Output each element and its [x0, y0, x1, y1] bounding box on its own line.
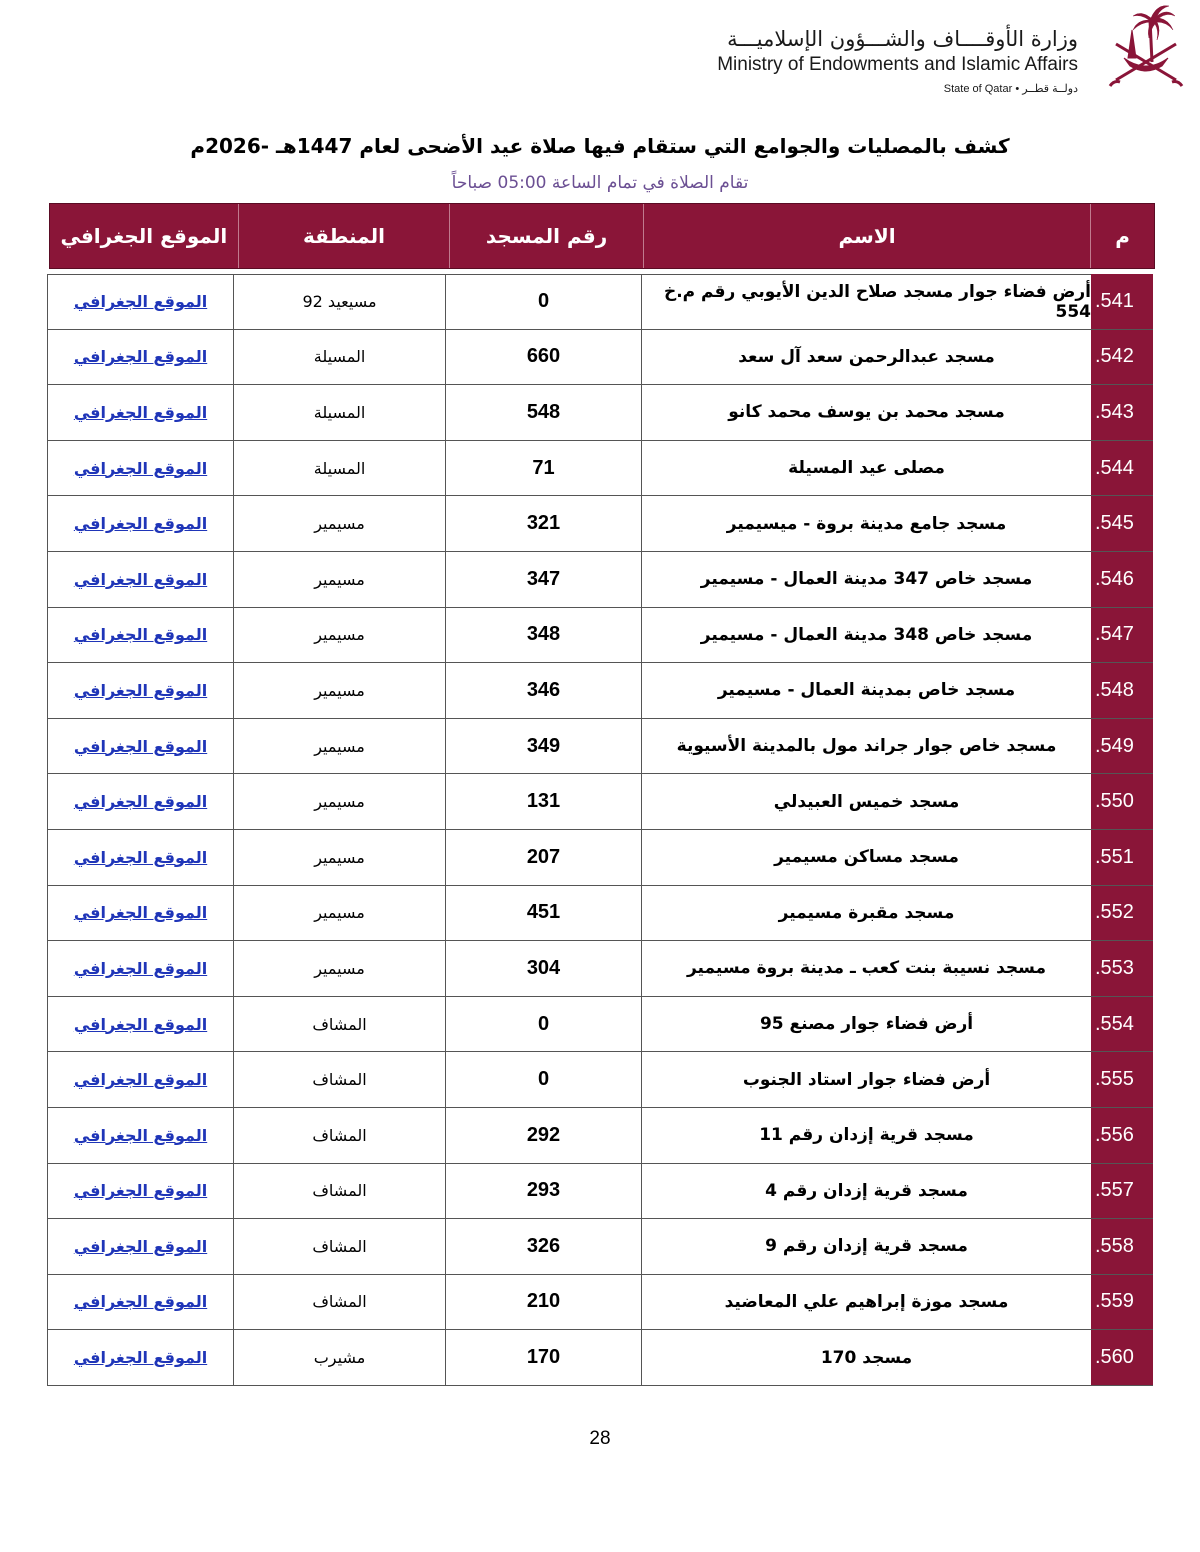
- state-label: State of Qatar • دولــة قطــر: [943, 83, 1078, 95]
- region-name: مسيمير: [233, 663, 445, 719]
- region-name: المشاف: [233, 1275, 445, 1331]
- column-header-region: المنطقة: [238, 204, 450, 268]
- mosque-number: 0: [445, 997, 641, 1053]
- mosque-name: مسجد قرية إزدان رقم 4: [641, 1164, 1091, 1220]
- row-index: .552: [1091, 886, 1153, 942]
- geo-location-cell: [47, 385, 233, 441]
- column-header-name: الاسم: [643, 204, 1090, 268]
- geo-location-cell: [47, 886, 233, 942]
- mosque-number: 346: [445, 663, 641, 719]
- row-index: .544: [1091, 441, 1153, 497]
- row-index: .551: [1091, 830, 1153, 886]
- mosque-number: 131: [445, 774, 641, 830]
- row-index: .543: [1091, 385, 1153, 441]
- geo-location-link[interactable]: الموقع الجغرافي: [73, 1014, 208, 1034]
- row-index: .559: [1091, 1275, 1153, 1331]
- mosque-number: 451: [445, 886, 641, 942]
- row-index: .541: [1091, 274, 1153, 330]
- geo-location-cell: [47, 552, 233, 608]
- column-header-mosque-number: رقم المسجد: [449, 204, 643, 268]
- table-row: [47, 274, 1153, 330]
- mosque-name: أرض فضاء جوار استاد الجنوب: [641, 1052, 1091, 1108]
- region-name: المشاف: [233, 997, 445, 1053]
- geo-location-link[interactable]: الموقع الجغرافي: [73, 958, 208, 978]
- mosque-name: مسجد خاص بمدينة العمال - مسيمير: [641, 663, 1091, 719]
- geo-location-link[interactable]: الموقع الجغرافي: [73, 625, 208, 645]
- table-row: [47, 385, 1153, 441]
- geo-location-link[interactable]: الموقع الجغرافي: [73, 1348, 208, 1368]
- geo-location-cell: [47, 441, 233, 497]
- region-name: مسيمير: [233, 608, 445, 664]
- geo-location-link[interactable]: الموقع الجغرافي: [73, 1236, 208, 1256]
- geo-location-cell: [47, 1164, 233, 1220]
- region-name: مسيمير: [233, 496, 445, 552]
- region-name: المشاف: [233, 1164, 445, 1220]
- geo-location-cell: [47, 1108, 233, 1164]
- mosque-name: مسجد جامع مدينة بروة - ميسيمير: [641, 496, 1091, 552]
- mosque-name: مسجد قرية إزدان رقم 11: [641, 1108, 1091, 1164]
- region-name: المشاف: [233, 1108, 445, 1164]
- mosque-name: مسجد مساكن مسيمير: [641, 830, 1091, 886]
- mosque-number: 349: [445, 719, 641, 775]
- mosque-name: مسجد 170: [641, 1330, 1091, 1386]
- mosque-number: 347: [445, 552, 641, 608]
- mosque-name: مسجد خميس العبيدلي: [641, 774, 1091, 830]
- row-index: .546: [1091, 552, 1153, 608]
- mosque-number: 0: [445, 1052, 641, 1108]
- geo-location-cell: [47, 997, 233, 1053]
- column-header-index: م: [1090, 204, 1154, 268]
- row-index: .558: [1091, 1219, 1153, 1275]
- mosque-name: مسجد مقبرة مسيمير: [641, 886, 1091, 942]
- row-index: .550: [1091, 774, 1153, 830]
- geo-location-link[interactable]: الموقع الجغرافي: [73, 569, 208, 589]
- mosque-name: مسجد خاص 347 مدينة العمال - مسيمير: [641, 552, 1091, 608]
- table-row: [47, 663, 1153, 719]
- row-index: .560: [1091, 1330, 1153, 1386]
- table-row: [47, 496, 1153, 552]
- table-row: [47, 774, 1153, 830]
- geo-location-link[interactable]: الموقع الجغرافي: [73, 736, 208, 756]
- row-index: .545: [1091, 496, 1153, 552]
- region-name: مسيمير: [233, 552, 445, 608]
- mosque-number: 304: [445, 941, 641, 997]
- geo-location-link[interactable]: الموقع الجغرافي: [73, 847, 208, 867]
- ministry-logo-text: [717, 24, 1078, 96]
- table-row: [47, 1219, 1153, 1275]
- row-index: .549: [1091, 719, 1153, 775]
- table-row: [47, 1108, 1153, 1164]
- row-index: .548: [1091, 663, 1153, 719]
- row-index: .556: [1091, 1108, 1153, 1164]
- geo-location-link[interactable]: الموقع الجغرافي: [73, 347, 208, 367]
- geo-location-cell: [47, 274, 233, 330]
- row-index: .547: [1091, 608, 1153, 664]
- geo-location-link[interactable]: الموقع الجغرافي: [73, 514, 208, 534]
- mosque-number: 207: [445, 830, 641, 886]
- ministry-name-ar: وزارة الأوقــــاف والشـــؤون الإسلاميـــة: [727, 27, 1078, 51]
- column-header-geo-location: الموقع الجغرافي: [60, 224, 228, 248]
- geo-location-cell: [47, 830, 233, 886]
- region-name: مسيمير: [233, 830, 445, 886]
- row-index: .553: [1091, 941, 1153, 997]
- mosque-number: 326: [445, 1219, 641, 1275]
- region-name: المسيلة: [233, 385, 445, 441]
- table-header: [49, 203, 1155, 269]
- mosque-name: مسجد خاص 348 مدينة العمال - مسيمير: [641, 608, 1091, 664]
- qatar-emblem-icon: [1106, 0, 1186, 100]
- geo-location-cell: [47, 941, 233, 997]
- table-row: [47, 719, 1153, 775]
- mosque-number: 71: [445, 441, 641, 497]
- mosque-name: مسجد موزة إبراهيم علي المعاضيد: [641, 1275, 1091, 1331]
- table-row: [47, 1052, 1153, 1108]
- page-header: [0, 0, 1200, 110]
- table-row: [47, 330, 1153, 386]
- mosque-number: 548: [445, 385, 641, 441]
- region-name: مسيمير: [233, 886, 445, 942]
- mosque-number: 321: [445, 496, 641, 552]
- prayer-time-subtitle: تقام الصلاة في تمام الساعة 05:00 صباحاً: [451, 173, 749, 193]
- mosque-number: 293: [445, 1164, 641, 1220]
- mosque-number: 348: [445, 608, 641, 664]
- geo-location-link[interactable]: الموقع الجغرافي: [73, 402, 208, 422]
- table-row: [47, 608, 1153, 664]
- mosque-name: مسجد نسيبة بنت كعب ـ مدينة بروة مسيمير: [641, 941, 1091, 997]
- geo-location-cell: [47, 496, 233, 552]
- mosque-table-body: [47, 274, 1153, 1386]
- row-index: .555: [1091, 1052, 1153, 1108]
- geo-location-cell: [47, 1330, 233, 1386]
- geo-location-link[interactable]: الموقع الجغرافي: [73, 1181, 208, 1201]
- geo-location-cell: [47, 1219, 233, 1275]
- geo-location-cell: [47, 1275, 233, 1331]
- geo-location-cell: [47, 719, 233, 775]
- region-name: مسيمير: [233, 941, 445, 997]
- table-row: [47, 1330, 1153, 1386]
- region-name: المشاف: [233, 1052, 445, 1108]
- row-index: .554: [1091, 997, 1153, 1053]
- region-name: المشاف: [233, 1219, 445, 1275]
- table-row: [47, 441, 1153, 497]
- mosque-number: 0: [445, 274, 641, 330]
- geo-location-link[interactable]: الموقع الجغرافي: [73, 1070, 208, 1090]
- mosque-name: مسجد قرية إزدان رقم 9: [641, 1219, 1091, 1275]
- table-row: [47, 886, 1153, 942]
- geo-location-link[interactable]: الموقع الجغرافي: [73, 792, 208, 812]
- table-row: [47, 997, 1153, 1053]
- table-row: [47, 1164, 1153, 1220]
- row-index: .557: [1091, 1164, 1153, 1220]
- table-row: [47, 552, 1153, 608]
- table-row: [47, 830, 1153, 886]
- page-number: 28: [589, 1428, 611, 1449]
- geo-location-link[interactable]: الموقع الجغرافي: [73, 680, 208, 700]
- geo-location-cell: [47, 663, 233, 719]
- geo-location-cell: [47, 774, 233, 830]
- ministry-name-en: Ministry of Endowments and Islamic Affairs: [717, 54, 1078, 75]
- geo-location-link[interactable]: الموقع الجغرافي: [73, 292, 208, 312]
- geo-location-cell: [47, 330, 233, 386]
- geo-location-link[interactable]: الموقع الجغرافي: [73, 1125, 208, 1145]
- region-name: مسيمير: [233, 774, 445, 830]
- mosque-number: 292: [445, 1108, 641, 1164]
- geo-location-cell: [47, 1052, 233, 1108]
- table-row: [47, 941, 1153, 997]
- page-title: كشف بالمصليات والجوامع التي ستقام فيها صلاة عيد الأضحى لعام 1447هـ -2026م: [190, 134, 1010, 158]
- region-name: مشيرب: [233, 1330, 445, 1386]
- mosque-number: 210: [445, 1275, 641, 1331]
- geo-location-cell: [47, 608, 233, 664]
- table-row: [47, 1275, 1153, 1331]
- mosque-number: 170: [445, 1330, 641, 1386]
- region-name: المسيلة: [233, 330, 445, 386]
- geo-location-link[interactable]: الموقع الجغرافي: [73, 1292, 208, 1312]
- mosque-name: مسجد خاص جوار جراند مول بالمدينة الأسيوية: [641, 719, 1091, 775]
- mosque-number: 660: [445, 330, 641, 386]
- mosque-name: مصلى عيد المسيلة: [641, 441, 1091, 497]
- mosque-name: أرض فضاء جوار مسجد صلاح الدين الأيوبي رقم م.خ 554: [641, 274, 1091, 330]
- mosque-name: مسجد عبدالرحمن سعد آل سعد: [641, 330, 1091, 386]
- geo-location-link[interactable]: الموقع الجغرافي: [73, 903, 208, 923]
- region-name: مسيعيد 92: [233, 274, 445, 330]
- region-name: مسيمير: [233, 719, 445, 775]
- mosque-name: أرض فضاء جوار مصنع 95: [641, 997, 1091, 1053]
- geo-location-link[interactable]: الموقع الجغرافي: [73, 458, 208, 478]
- row-index: .542: [1091, 330, 1153, 386]
- mosque-name: مسجد محمد بن يوسف محمد كانو: [641, 385, 1091, 441]
- region-name: المسيلة: [233, 441, 445, 497]
